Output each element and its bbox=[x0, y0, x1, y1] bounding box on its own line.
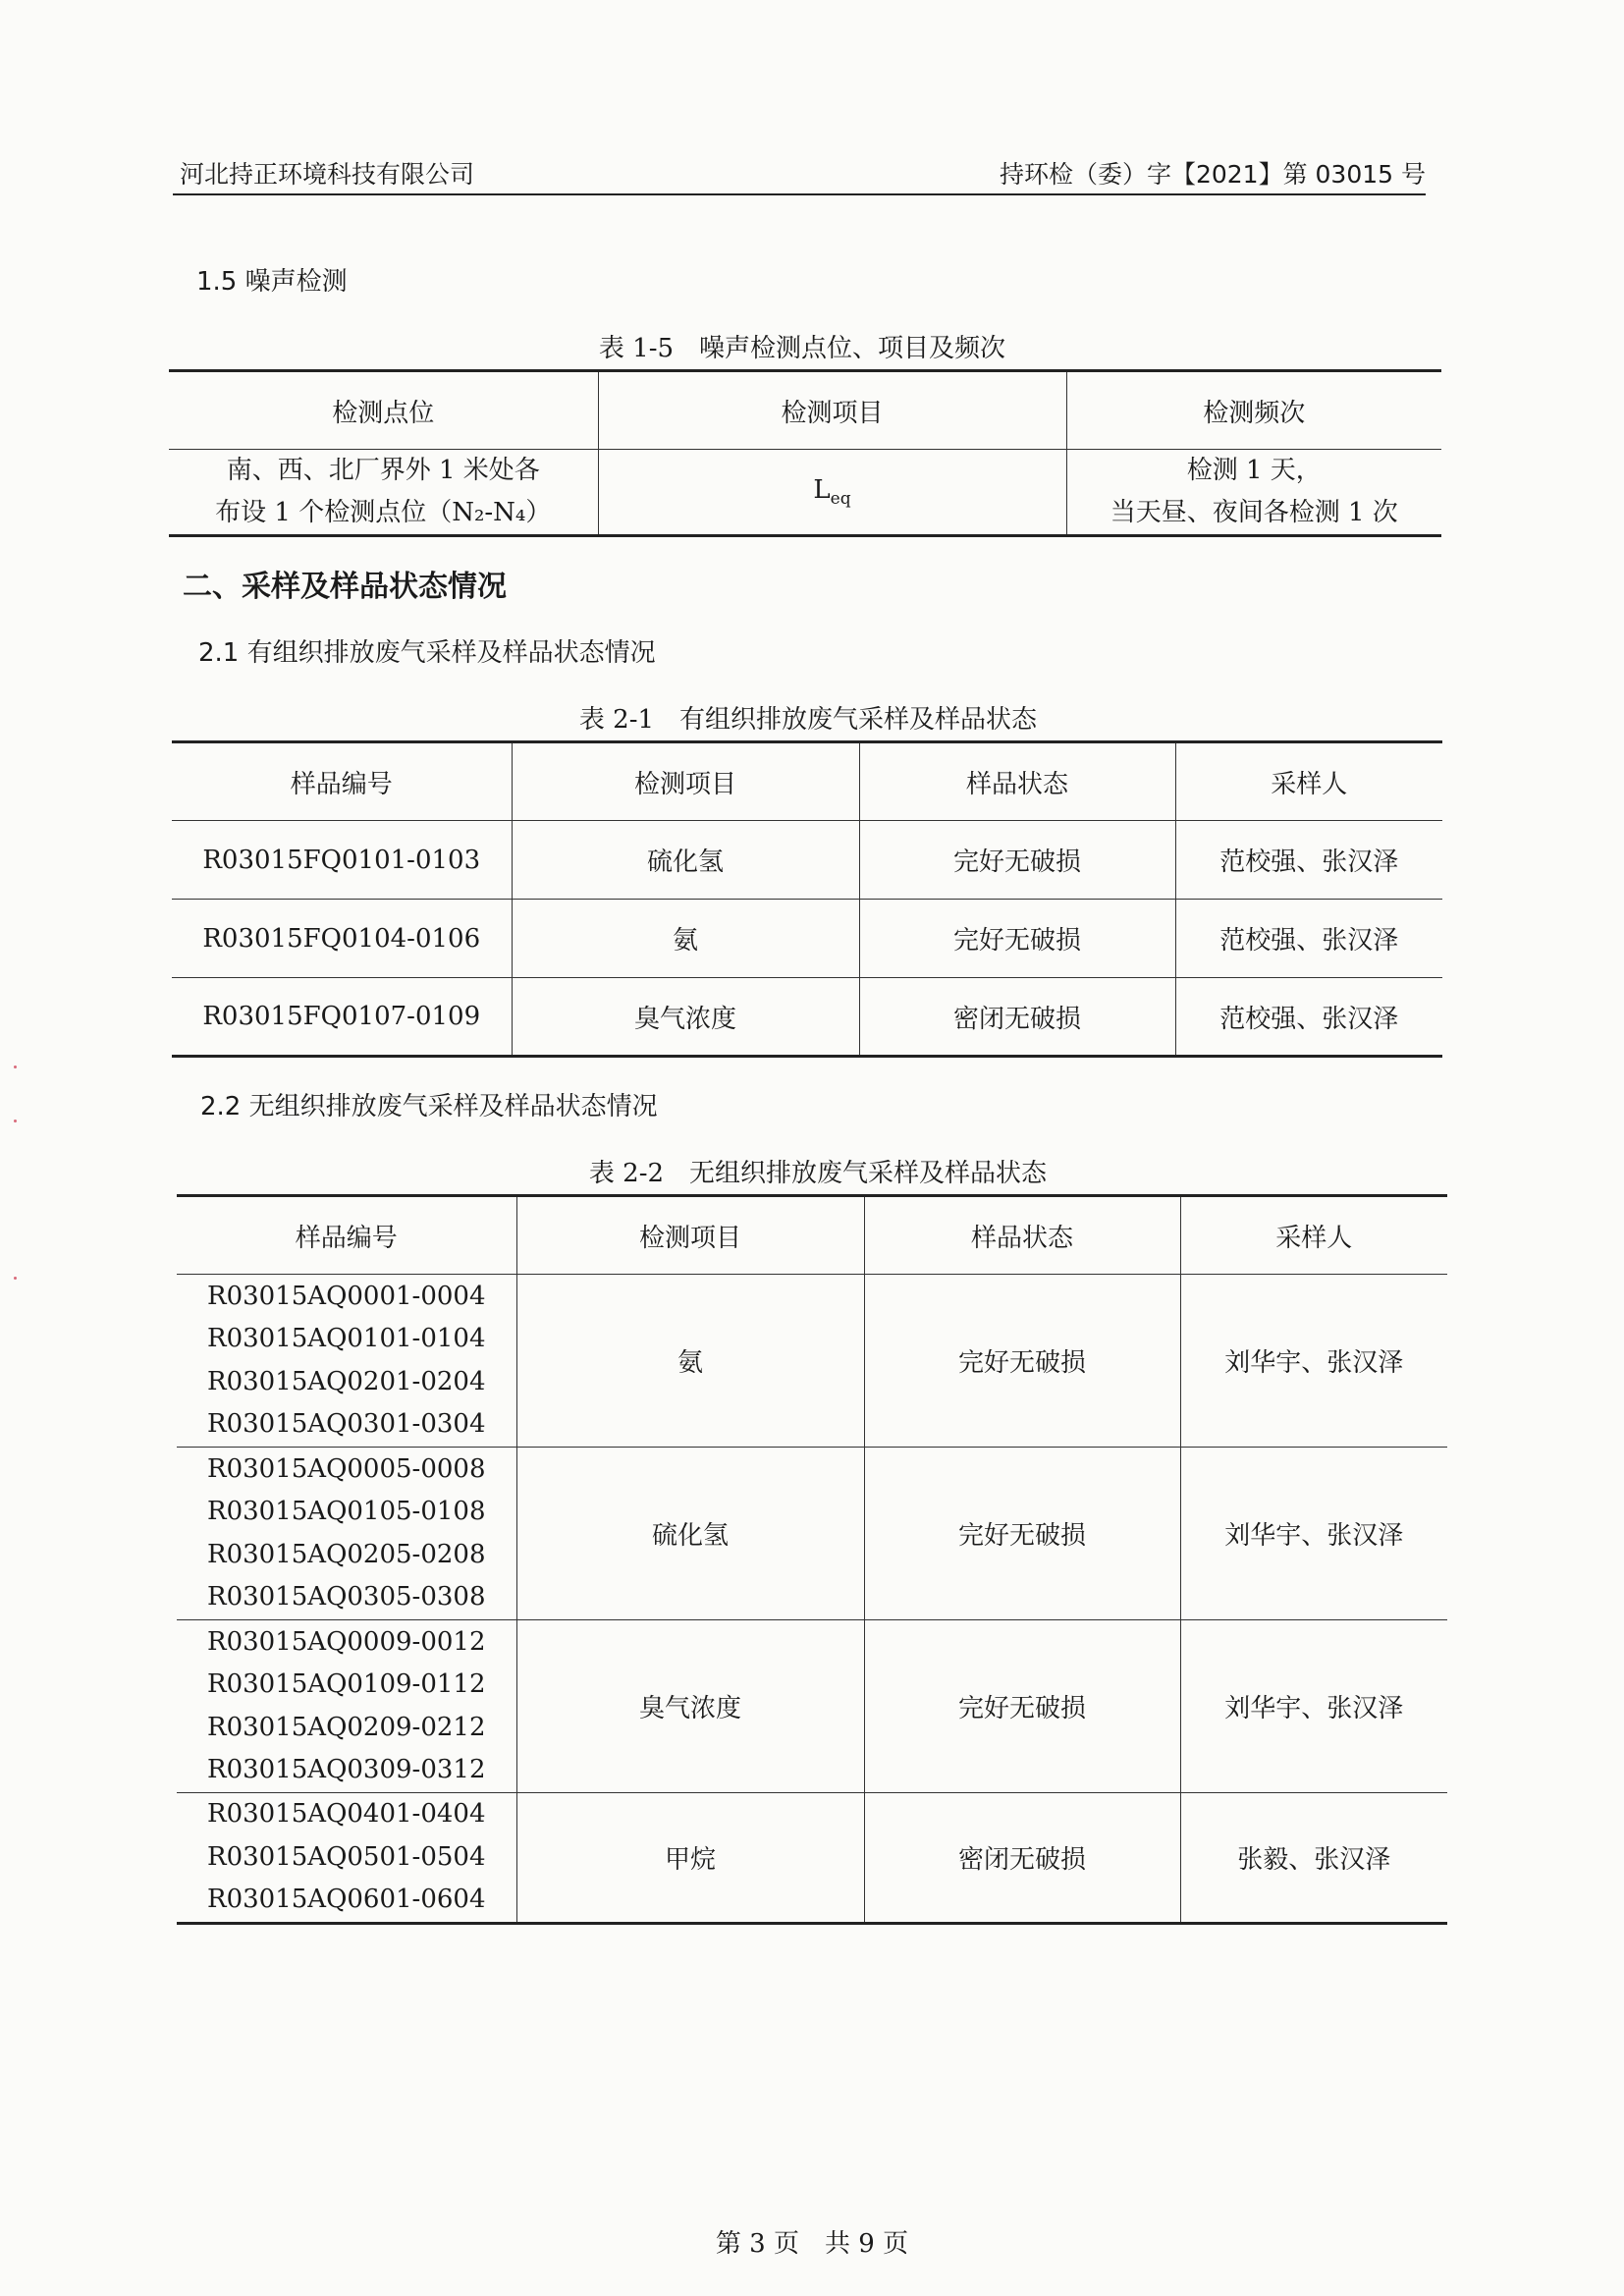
sample-id: R03015AQ0401-0404 bbox=[207, 1799, 486, 1829]
item-subscript: eq bbox=[830, 489, 851, 510]
table-1-5 bbox=[169, 369, 1441, 537]
scan-mark bbox=[14, 1120, 17, 1122]
sample-state: 完好无破损 bbox=[859, 821, 1175, 900]
freq-line: 检测 1 天， bbox=[1186, 456, 1322, 485]
sample-id: R03015AQ0109-0112 bbox=[207, 1669, 486, 1699]
table-row bbox=[177, 1275, 1447, 1448]
sample-id: R03015AQ0601-0604 bbox=[207, 1885, 486, 1914]
test-item: 硫化氢 bbox=[516, 1448, 864, 1620]
table-row bbox=[172, 978, 1442, 1057]
sample-id-group bbox=[177, 1793, 516, 1924]
table-row bbox=[177, 1620, 1447, 1793]
sample-id-group bbox=[177, 1275, 516, 1448]
table-2-2-caption: 表 2-2 无组织排放废气采样及样品状态 bbox=[588, 1159, 1048, 1188]
table-header: 样品编号 bbox=[172, 742, 512, 821]
table-row bbox=[172, 900, 1442, 978]
sample-state: 完好无破损 bbox=[859, 900, 1175, 978]
table-2-1-caption: 表 2-1 有组织排放废气采样及样品状态 bbox=[578, 705, 1038, 735]
sample-id: R03015AQ0005-0008 bbox=[207, 1453, 486, 1484]
table-row bbox=[172, 821, 1442, 900]
table-header: 样品状态 bbox=[864, 1196, 1180, 1275]
scan-mark bbox=[14, 1066, 17, 1068]
test-item: 臭气浓度 bbox=[512, 978, 859, 1057]
table-header: 检测频次 bbox=[1066, 371, 1441, 450]
sample-id-group bbox=[177, 1448, 516, 1620]
sample-id: R03015AQ0201-0204 bbox=[207, 1366, 486, 1396]
test-item: 氨 bbox=[516, 1275, 864, 1448]
sample-id: R03015AQ0101-0104 bbox=[207, 1324, 486, 1353]
report-number: 持环检（委）字【2021】第 03015 号 bbox=[999, 160, 1426, 189]
sample-id: R03015FQ0104-0106 bbox=[172, 900, 512, 978]
table-row bbox=[177, 1448, 1447, 1620]
test-item: 氨 bbox=[512, 900, 859, 978]
sample-id: R03015FQ0101-0103 bbox=[172, 821, 512, 900]
section-2-1-title: 2.1 有组织排放废气采样及样品状态情况 bbox=[198, 638, 656, 668]
sample-state: 密闭无破损 bbox=[859, 978, 1175, 1057]
table-header: 采样人 bbox=[1175, 742, 1442, 821]
test-item: 臭气浓度 bbox=[516, 1620, 864, 1793]
table-2-2 bbox=[177, 1194, 1447, 1925]
sample-id: R03015AQ0305-0308 bbox=[207, 1582, 486, 1612]
page-number: 第 3 页 共 9 页 bbox=[715, 2229, 909, 2259]
test-item: 甲烷 bbox=[516, 1793, 864, 1924]
sample-id: R03015AQ0209-0212 bbox=[207, 1712, 486, 1742]
sample-id: R03015AQ0001-0004 bbox=[207, 1281, 486, 1311]
sampler: 刘华宇、张汉泽 bbox=[1180, 1275, 1447, 1448]
table-2-1 bbox=[172, 740, 1442, 1058]
sampler: 范校强、张汉泽 bbox=[1175, 978, 1442, 1057]
sampler: 范校强、张汉泽 bbox=[1175, 821, 1442, 900]
sample-id-group bbox=[177, 1620, 516, 1793]
sampler: 范校强、张汉泽 bbox=[1175, 900, 1442, 978]
table-row bbox=[177, 1793, 1447, 1924]
table-header: 样品状态 bbox=[859, 742, 1175, 821]
company-name: 河北持正环境科技有限公司 bbox=[180, 160, 475, 189]
sample-state: 完好无破损 bbox=[864, 1448, 1180, 1620]
point-line: 布设 1 个检测点位（N₂-N₄） bbox=[215, 498, 552, 527]
sampler: 刘华宇、张汉泽 bbox=[1180, 1448, 1447, 1620]
table-header: 采样人 bbox=[1180, 1196, 1447, 1275]
sample-id: R03015AQ0205-0208 bbox=[207, 1539, 486, 1569]
sample-id: R03015AQ0009-0012 bbox=[207, 1626, 486, 1657]
table-header: 检测项目 bbox=[512, 742, 859, 821]
sample-state: 完好无破损 bbox=[864, 1620, 1180, 1793]
table-cell-frequency bbox=[1066, 450, 1441, 536]
table-cell-point bbox=[169, 450, 598, 536]
freq-line: 当天昼、夜间各检测 1 次 bbox=[1110, 498, 1398, 527]
sample-state: 完好无破损 bbox=[864, 1275, 1180, 1448]
sample-id: R03015FQ0107-0109 bbox=[172, 978, 512, 1057]
section-2-title: 二、采样及样品状态情况 bbox=[183, 570, 507, 604]
table-1-5-caption: 表 1-5 噪声检测点位、项目及频次 bbox=[598, 334, 1006, 363]
table-header: 检测项目 bbox=[598, 371, 1066, 450]
sample-id: R03015AQ0501-0504 bbox=[207, 1841, 486, 1872]
sample-id: R03015AQ0301-0304 bbox=[207, 1409, 486, 1439]
sampler: 张毅、张汉泽 bbox=[1180, 1793, 1447, 1924]
table-cell-item bbox=[598, 450, 1066, 536]
sample-id: R03015AQ0105-0108 bbox=[207, 1497, 486, 1526]
sampler: 刘华宇、张汉泽 bbox=[1180, 1620, 1447, 1793]
table-header: 检测点位 bbox=[169, 371, 598, 450]
sample-state: 密闭无破损 bbox=[864, 1793, 1180, 1924]
test-item: 硫化氢 bbox=[512, 821, 859, 900]
table-header: 样品编号 bbox=[177, 1196, 516, 1275]
scan-mark bbox=[14, 1277, 17, 1280]
table-header: 检测项目 bbox=[516, 1196, 864, 1275]
sample-id: R03015AQ0309-0312 bbox=[207, 1755, 486, 1784]
item-symbol: L bbox=[813, 474, 831, 505]
point-line: 南、西、北厂界外 1 米处各 bbox=[226, 456, 540, 485]
header-rule bbox=[173, 193, 1426, 195]
section-2-2-title: 2.2 无组织排放废气采样及样品状态情况 bbox=[200, 1092, 658, 1121]
section-1-5-title: 1.5 噪声检测 bbox=[196, 267, 348, 297]
